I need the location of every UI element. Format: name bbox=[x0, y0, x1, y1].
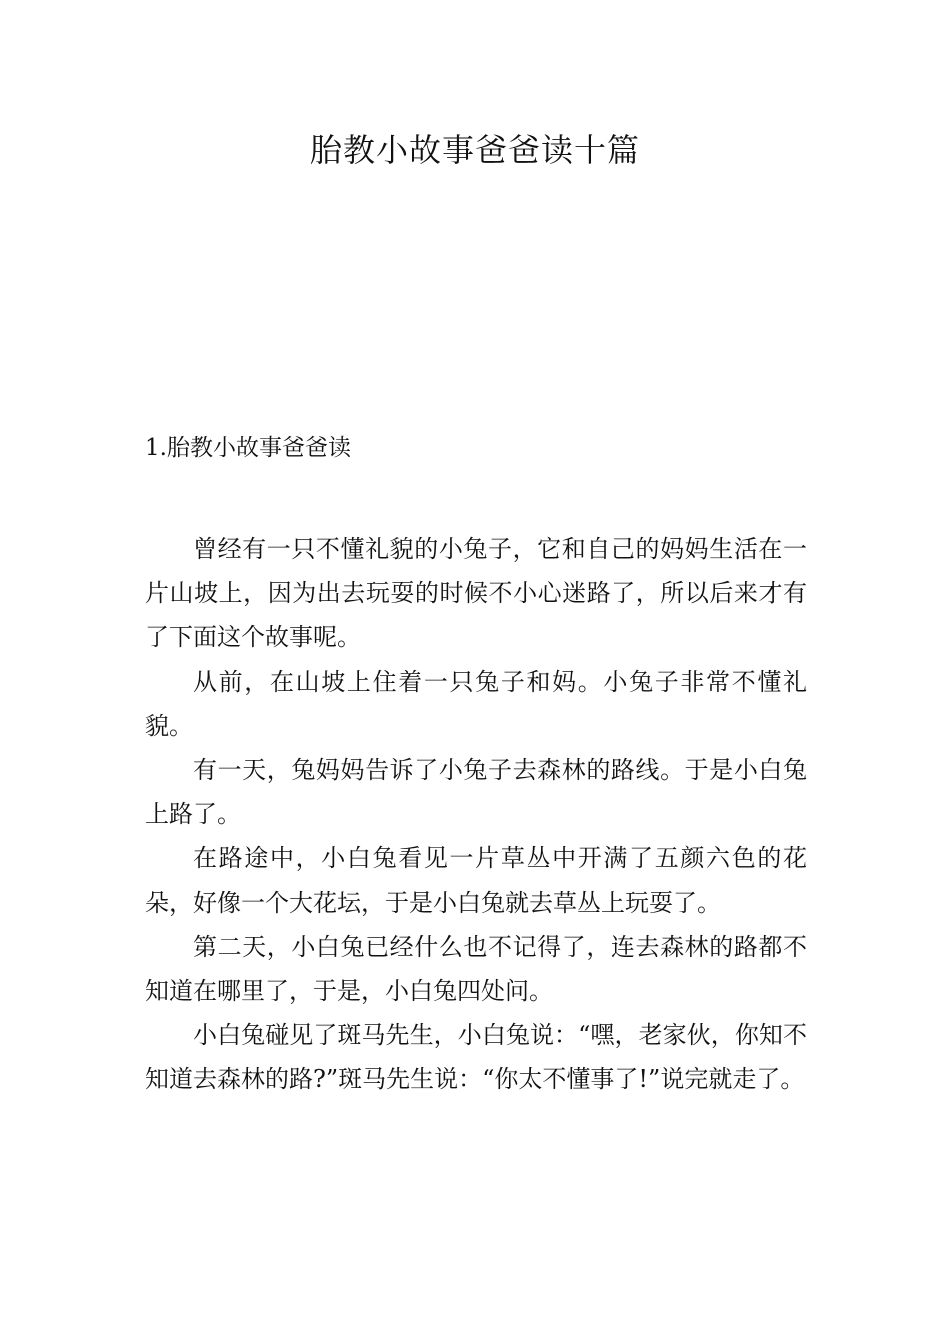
paragraph-3: 有一天，兔妈妈告诉了小兔子去森林的路线。于是小白兔上路了。 bbox=[145, 756, 807, 829]
section-heading: 1.胎教小故事爸爸读 bbox=[145, 435, 351, 461]
paragraph-1: 曾经有一只不懂礼貌的小兔子，它和自己的妈妈生活在一片山坡上，因为出去玩耍的时候不小心迷路了，所以后来才有了下面这个故事呢。 bbox=[145, 535, 807, 652]
paragraph-6: 小白兔碰见了斑马先生，小白兔说：“嘿，老家伙，你知不知道去森林的路?”斑马先生说：“你太不懂事了!”说完就走了。 bbox=[145, 1021, 807, 1094]
paragraph-5: 第二天，小白兔已经什么也不记得了，连去森林的路都不知道在哪里了，于是，小白兔四处问。 bbox=[145, 932, 807, 1006]
paragraph-4: 在路途中，小白兔看见一片草丛中开满了五颜六色的花朵，好像一个大花坛，于是小白兔就去草丛上玩耍了。 bbox=[145, 844, 807, 917]
story-body bbox=[145, 527, 807, 1102]
paragraph-2: 从前，在山坡上住着一只兔子和妈。小兔子非常不懂礼貌。 bbox=[145, 667, 807, 740]
document-title: 胎教小故事爸爸读十篇 bbox=[309, 131, 640, 169]
